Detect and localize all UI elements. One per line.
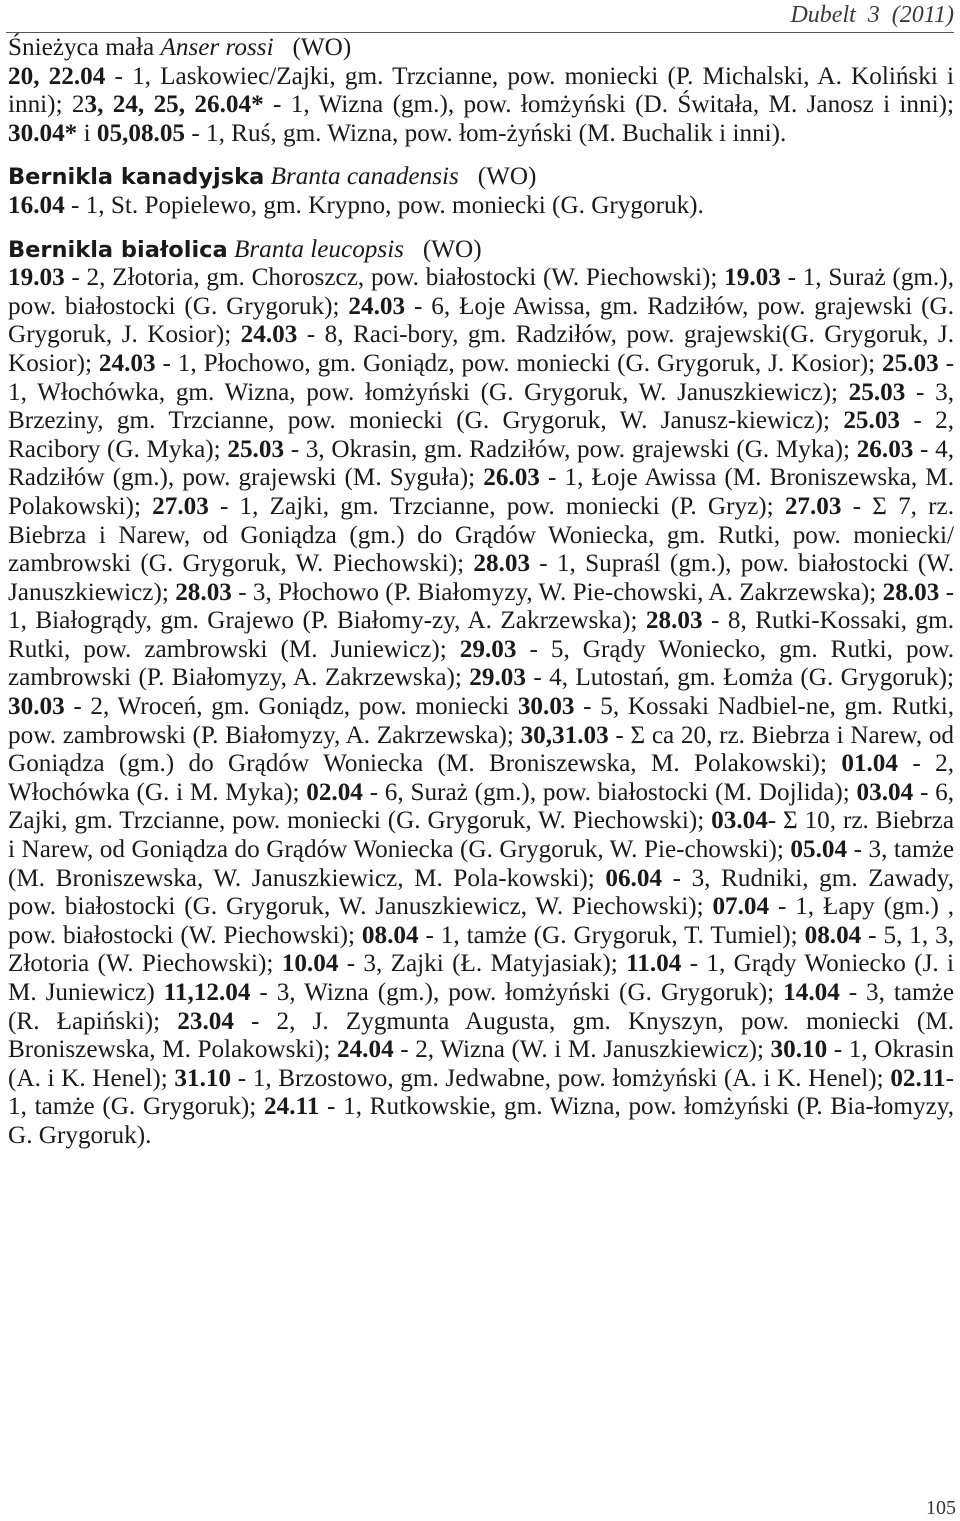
record-text: - 1, Suraż (gm.), pow. białostocki (G. Grygoruk); xyxy=(8,264,954,320)
record-date: 3, 24, 25, 26.04* xyxy=(84,91,264,119)
species-latin-name: Branta canadensis xyxy=(270,163,459,191)
record-text: - 1, Grądy Woniecko (J. i M. Juniewicz) xyxy=(8,950,954,1006)
record-date: 02.11 xyxy=(890,1064,946,1092)
record-text: - 3, Zajki (Ł. Matyjasiak); xyxy=(338,950,627,978)
record-date: 24.03 xyxy=(348,292,406,320)
record-date: 30.03 xyxy=(517,693,575,721)
record-date: 24.04 xyxy=(336,1036,394,1064)
species-heading xyxy=(8,163,954,192)
record-date: 27.03 xyxy=(784,492,842,520)
record-text: - 1, Zajki, gm. Trzcianne, pow. moniecki (P. Gryz); xyxy=(208,492,785,520)
record-date: 30,31.03 xyxy=(520,721,609,749)
record-text: - 3, tamże (M. Broniszewska, W. Januszkiewicz, M. Pola-kowski); xyxy=(8,836,955,892)
species-polish-name: Śnieżyca mała xyxy=(8,34,155,61)
record-date: 28.03 xyxy=(882,578,940,606)
section-gap xyxy=(8,221,954,236)
issue-year: (2011) xyxy=(891,2,954,28)
species-records xyxy=(8,192,954,221)
record-text: - 6, Suraż (gm.), pow. białostocki (M. Dojlida); xyxy=(362,778,857,806)
header-rule xyxy=(6,32,954,33)
record-text: - 1, tamże (G. Grygoruk); xyxy=(8,1064,954,1121)
record-date: 27.03 xyxy=(152,492,209,520)
record-text: - 2, J. Zygmunta Augusta, gm. Knyszyn, pow. moniecki (M. Broniszewska, M. Polakowski); xyxy=(8,1007,955,1064)
record-text: - Σ 10, rz. Biebrza i Narew, od Goniądza do Grądów Woniecka (G. Grygoruk, W. Pie-chowski); xyxy=(8,807,955,864)
record-date: 11,12.04 xyxy=(163,979,251,1006)
record-date: 25.03 xyxy=(227,435,285,463)
species-latin-name: Branta leucopsis xyxy=(233,235,404,263)
record-text: - 5, 1, 3, Złotoria (W. Piechowski); xyxy=(8,921,954,978)
record-date: 29.03 xyxy=(469,664,526,692)
record-text: - 1, Rutkowskie, gm. Wizna, pow. łomżyński (P. Bia-łomyzy, G. Grygoruk). xyxy=(8,1093,954,1149)
record-text: - 1, Płochowo, gm. Goniądz, pow. moniecki (G. Grygoruk, J. Kosior); xyxy=(155,349,883,377)
species-polish-name: Bernikla kanadyjska xyxy=(8,164,265,191)
record-date: 26.03 xyxy=(483,464,540,492)
running-head xyxy=(790,2,954,29)
section-gap xyxy=(8,148,954,163)
record-text: - 8, Rutki-Kossaki, gm. Rutki, pow. zambrowski (M. Juniewicz); xyxy=(8,607,954,663)
record-date: 25.03 xyxy=(848,378,906,406)
record-date: 28.03 xyxy=(645,607,703,635)
record-date: 01.04 xyxy=(841,750,898,778)
record-text: - 1, Białogrądy, gm. Grajewo (P. Białomy-zy, A. Zakrzewska); xyxy=(8,578,955,635)
record-text: - 1, Łoje Awissa (M. Broniszewska, M. Polakowski); xyxy=(8,464,955,520)
record-date: 14.04 xyxy=(783,979,840,1006)
record-date: 02.04 xyxy=(306,778,363,806)
record-text: - 2, Włochówka (G. i M. Myka); xyxy=(8,750,954,806)
record-date: 05.04 xyxy=(790,836,848,864)
record-date: 10.04 xyxy=(281,950,339,978)
record-date: 16.04 xyxy=(8,191,65,219)
article-body xyxy=(8,34,954,1151)
record-date: 11.04 xyxy=(626,950,682,978)
record-date: 30.03 xyxy=(8,693,65,721)
record-date: 03.04 xyxy=(711,807,768,835)
species-polish-name: Bernikla białolica xyxy=(8,236,228,263)
record-date: 24.11 xyxy=(264,1093,320,1121)
record-text: - 3, Okrasin, gm. Radziłów, pow. grajewski (G. Myka); xyxy=(284,435,857,463)
record-text: - 2, Wroceń, gm. Goniądz, pow. moniecki xyxy=(64,693,518,721)
record-text: - 5, Grądy Woniecko, gm. Rutki, pow. zambrowski (P. Białomyzy, A. Zakrzewska); xyxy=(8,635,954,692)
species-entry xyxy=(8,163,954,220)
record-text: - 2, Racibory (G. Myka); xyxy=(8,407,954,463)
record-text: - 4, Lutostań, gm. Łomża (G. Grygoruk); xyxy=(525,664,954,692)
species-entry xyxy=(8,236,954,1151)
record-date: 20, 22.04 xyxy=(8,62,106,90)
record-date: 29.03 xyxy=(459,635,517,663)
record-date: 30.04* xyxy=(8,119,78,147)
journal-title: Dubelt xyxy=(790,2,856,28)
record-date: 08.04 xyxy=(361,921,419,949)
species-heading xyxy=(8,34,954,63)
record-text: - 1, Laskowiec/Zajki, gm. Trzcianne, pow. moniecki (P. Michalski, A. Koliński i inni); 2 xyxy=(8,62,954,119)
page-number: 105 xyxy=(926,1497,956,1519)
record-text: - 4, Radziłów (gm.), pow. grajewski (M. Syguła); xyxy=(8,435,954,492)
record-text: - 3, Brzeziny, gm. Trzcianne, pow. moniecki (G. Grygoruk, W. Janusz-kiewicz); xyxy=(8,378,954,435)
species-latin-name: Anser rossi xyxy=(160,34,274,61)
record-text: - 1, Supraśl (gm.), pow. białostocki (W. Januszkiewicz); xyxy=(8,550,954,606)
species-records xyxy=(8,264,954,1150)
species-entry xyxy=(8,34,954,148)
record-text: - 6, Zajki, gm. Trzcianne, pow. moniecki (G. Grygoruk, W. Piechowski); xyxy=(8,778,954,835)
record-text: - 3, Płochowo (P. Białomyzy, W. Pie-chowski, A. Zakrzewska); xyxy=(231,578,883,606)
species-status-code: (WO) xyxy=(422,235,482,263)
record-date: 19.03 xyxy=(724,264,781,292)
record-text: - 1, St. Popielewo, gm. Krypno, pow. moniecki (G. Grygoruk). xyxy=(64,191,704,219)
record-text: - Σ ca 20, rz. Biebrza i Narew, od Goniądza (gm.) do Grądów Woniecka (M. Broniszewska, M. Polakowski); xyxy=(8,721,955,778)
record-date: 19.03 xyxy=(8,264,65,292)
record-date: 28.03 xyxy=(473,550,531,578)
record-date: 25.03 xyxy=(843,407,900,435)
record-text: - 1, Łapy (gm.) , pow. białostocki (W. Piechowski); xyxy=(8,893,954,949)
record-text: - 2, Wizna (W. i M. Januszkiewicz); xyxy=(393,1036,771,1064)
record-text: - 8, Raci-bory, gm. Radziłów, pow. grajewski(G. Grygoruk, J. Kosior); xyxy=(8,321,954,377)
record-date: 05,08.05 xyxy=(96,119,186,147)
record-date: 24.03 xyxy=(240,321,298,349)
record-text: - 3, tamże (R. Łapiński); xyxy=(8,979,955,1035)
record-date: 06.04 xyxy=(605,864,663,892)
species-heading xyxy=(8,236,954,265)
record-date: 07.04 xyxy=(712,893,770,921)
record-text: - 3, Rudniki, gm. Zawady, pow. białostocki (G. Grygoruk, W. Januszkiewicz, W. Piechowski); xyxy=(8,864,955,921)
record-text: - 1, tamże (G. Grygoruk, T. Tumiel); xyxy=(418,921,805,949)
record-date: 23.04 xyxy=(177,1007,234,1035)
record-text: - 2, Złotoria, gm. Choroszcz, pow. białostocki (W. Piechowski); xyxy=(64,264,725,292)
record-date: 25.03 xyxy=(882,349,939,377)
species-status-code: (WO) xyxy=(292,34,352,61)
species-status-code: (WO) xyxy=(477,163,537,191)
record-text: i xyxy=(77,119,97,147)
record-date: 30.10 xyxy=(770,1036,828,1064)
record-text: - 3, Wizna (gm.), pow. łomżyński (G. Grygoruk); xyxy=(250,979,784,1006)
record-text: - 1, Okrasin (A. i K. Henel); xyxy=(8,1036,954,1092)
record-text: - 1, Ruś, gm. Wizna, pow. łom-żyński (M. Buchalik i inni). xyxy=(185,119,787,147)
record-text: - 1, Wizna (gm.), pow. łomżyński (D. Świtała, M. Janosz i inni); xyxy=(263,91,954,119)
record-date: 08.04 xyxy=(804,921,862,949)
record-text: - 1, Włochówka, gm. Wizna, pow. łomżyński (G. Grygoruk, W. Januszkiewicz); xyxy=(8,349,955,406)
issue-number: 3 xyxy=(867,2,880,28)
record-date: 31.10 xyxy=(174,1064,232,1092)
record-text: - Σ 7, rz. Biebrza i Narew, od Goniądza (gm.) do Grądów Woniecka, gm. Rutki, pow. moniecki/ zambrowski (G. Grygoruk, W. Piechowski); xyxy=(8,492,954,578)
record-date: 26.03 xyxy=(856,435,914,463)
record-date: 24.03 xyxy=(98,349,156,377)
record-date: 28.03 xyxy=(175,578,232,606)
record-text: - 1, Brzostowo, gm. Jedwabne, pow. łomżyński (A. i K. Henel); xyxy=(231,1064,891,1092)
record-text: - 6, Łoje Awissa, gm. Radziłów, pow. grajewski (G. Grygoruk, J. Kosior); xyxy=(8,292,954,349)
species-records xyxy=(8,63,954,149)
record-date: 03.04 xyxy=(856,778,914,806)
record-text: - 5, Kossaki Nadbiel-ne, gm. Rutki, pow. zambrowski (P. Białomyzy, A. Zakrzewska); xyxy=(8,693,954,749)
